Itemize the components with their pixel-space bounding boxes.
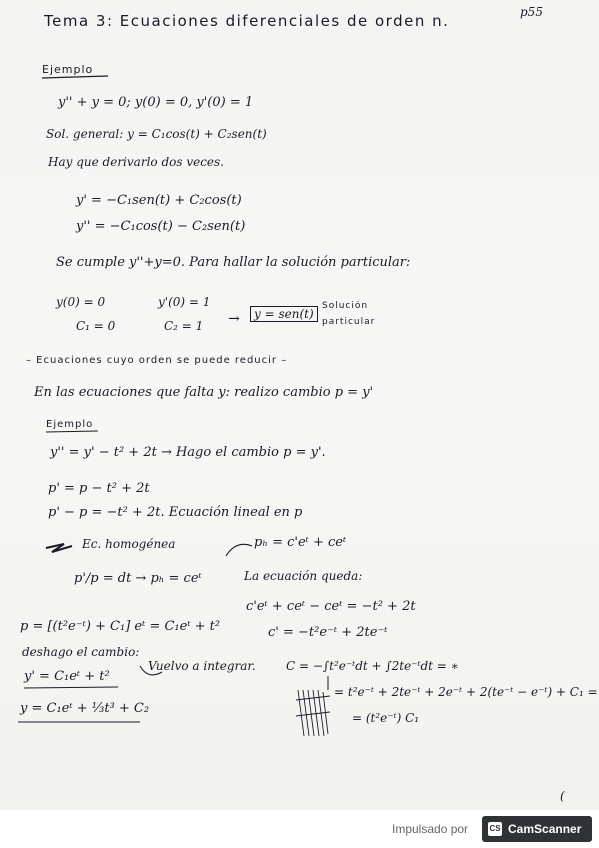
section-text: En las ecuaciones que falta y: realizo cambio p = y' xyxy=(34,385,374,400)
equation-line: p' = p − t² + 2t xyxy=(48,481,150,496)
undo-text: deshago el cambio: xyxy=(22,645,140,659)
condition: y(0) = 0 xyxy=(56,295,106,309)
camscanner-logo-icon: CS xyxy=(488,822,502,836)
p-solution: p = [(t²e⁻ᵗ) + C₁] eᵗ = C₁eᵗ + t² xyxy=(20,619,221,634)
derivative-second: y'' = −C₁cos(t) − C₂sen(t) xyxy=(76,219,246,234)
c-integral: C = −∫t²e⁻ᵗdt + ∫2te⁻ᵗdt = ∗ xyxy=(286,659,459,673)
derivative-first: y' = −C₁sen(t) + C₂cos(t) xyxy=(76,193,242,208)
note-text: Hay que derivarlo dos veces. xyxy=(48,155,224,169)
section-heading: – Ecuaciones cuyo orden se puede reducir – xyxy=(26,355,288,366)
c-integral-result: = t²e⁻ᵗ + 2te⁻ᵗ + 2e⁻ᵗ + 2(te⁻ᵗ − e⁻ᵗ) + C₁ = xyxy=(334,685,598,699)
condition: C₁ = 0 xyxy=(76,319,116,333)
powered-by-text: Impulsado por xyxy=(392,822,469,836)
condition: C₂ = 1 xyxy=(164,319,204,333)
implies-arrow: → xyxy=(228,311,240,327)
homogeneous-solution: pₕ = c'eᵗ + ceᵗ xyxy=(254,535,347,550)
general-solution: Sol. general: y = C₁cos(t) + C₂sen(t) xyxy=(46,127,267,141)
homogeneous-label: Ec. homogénea xyxy=(82,537,176,551)
variation-equation: c'eᵗ + ceᵗ − ceᵗ = −t² + 2t xyxy=(246,599,416,614)
separation-step: p'/p = dt → pₕ = ceᵗ xyxy=(74,571,202,586)
heading-underline xyxy=(46,431,98,432)
integrate-note: Vuelvo a integrar. xyxy=(148,659,256,673)
curved-arrow xyxy=(226,544,252,556)
boxed-result: y = sen(t) xyxy=(250,306,318,322)
variation-equation: c' = −t²e⁻ᵗ + 2te⁻ᵗ xyxy=(268,625,388,640)
problem-statement: y'' + y = 0; y(0) = 0, y'(0) = 1 xyxy=(58,95,254,110)
scribble-mark xyxy=(46,544,72,552)
page-title: Tema 3: Ecuaciones diferenciales de orden n. xyxy=(44,12,450,30)
example-heading: Ejemplo xyxy=(42,63,94,76)
y-prime-result: y' = C₁eᵗ + t² xyxy=(24,669,110,684)
scribble-mark xyxy=(296,690,330,736)
equation-line: p' − p = −t² + 2t. Ecuación lineal en p xyxy=(48,505,303,520)
camscanner-badge[interactable] xyxy=(482,816,592,842)
corner-mark: ( xyxy=(560,789,565,803)
example-heading: Ejemplo xyxy=(46,419,94,430)
condition: y'(0) = 1 xyxy=(158,295,211,309)
scanner-footer xyxy=(0,810,599,848)
camscanner-brand: CamScanner xyxy=(508,822,582,836)
heading-underline xyxy=(42,76,108,78)
final-solution: y = C₁eᵗ + ⅓t³ + C₂ xyxy=(20,701,150,716)
c-integral-result: = (t²e⁻ᵗ) C₁ xyxy=(352,711,420,725)
answer-underline xyxy=(24,687,118,688)
result-label: particular xyxy=(322,317,376,327)
result-label: Solución xyxy=(322,301,369,311)
check-text: Se cumple y''+y=0. Para hallar la solución particular: xyxy=(56,255,411,270)
page-tag: p55 xyxy=(520,5,543,19)
queda-text: La ecuación queda: xyxy=(244,569,363,583)
problem-statement: y'' = y' − t² + 2t → Hago el cambio p = y'. xyxy=(50,445,326,460)
